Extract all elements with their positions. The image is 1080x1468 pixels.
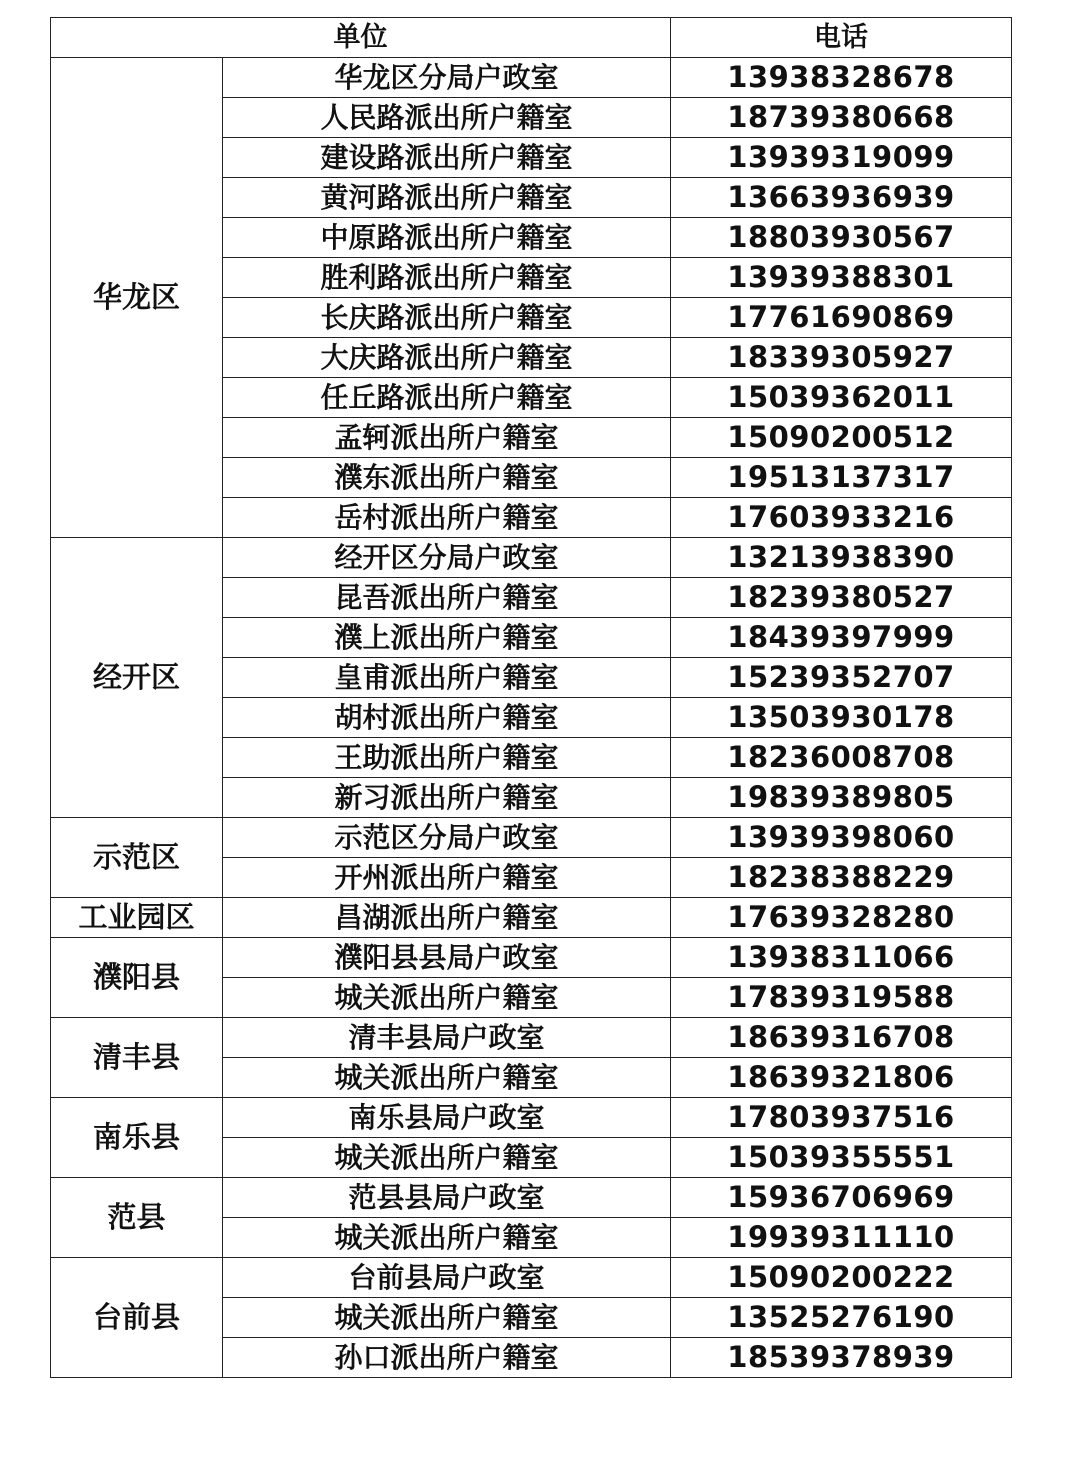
- unit-name: 濮上派出所户籍室: [334, 620, 559, 654]
- unit-cell: [223, 1178, 671, 1218]
- contact-table: [50, 17, 1012, 1378]
- unit-cell: [223, 578, 671, 618]
- phone-cell: [671, 1178, 1012, 1218]
- unit-name: 昌湖派出所户籍室: [334, 900, 559, 934]
- phone-number: 13213938390: [727, 540, 955, 574]
- phone-number: 17603933216: [727, 500, 955, 534]
- phone-cell: [671, 658, 1012, 698]
- unit-name: 王助派出所户籍室: [334, 740, 559, 774]
- phone-cell: [671, 738, 1012, 778]
- unit-cell: [223, 1138, 671, 1178]
- district-name: 华龙区: [92, 280, 180, 314]
- phone-cell: [671, 1138, 1012, 1178]
- unit-cell: [223, 898, 671, 938]
- phone-number: 13663936939: [727, 180, 955, 214]
- unit-name: 昆吾派出所户籍室: [334, 580, 559, 614]
- phone-cell: [671, 578, 1012, 618]
- unit-column-header: [51, 18, 671, 58]
- unit-name: 濮东派出所户籍室: [334, 460, 559, 494]
- unit-name: 开州派出所户籍室: [334, 860, 559, 894]
- phone-cell: [671, 818, 1012, 858]
- phone-number: 15239352707: [727, 660, 955, 694]
- unit-name: 大庆路派出所户籍室: [320, 340, 573, 374]
- table-row: [51, 1098, 1012, 1138]
- unit-cell: [223, 1098, 671, 1138]
- phone-number: 18339305927: [727, 340, 955, 374]
- unit-name: 城关派出所户籍室: [334, 1300, 559, 1334]
- table-row: [51, 1178, 1012, 1218]
- phone-number: 18539378939: [727, 1340, 955, 1374]
- phone-number: 15090200512: [727, 420, 955, 454]
- phone-cell: [671, 298, 1012, 338]
- phone-number: 15936706969: [727, 1180, 955, 1214]
- district-cell: [51, 938, 223, 1018]
- unit-name: 台前县局户政室: [348, 1260, 545, 1294]
- unit-cell: [223, 298, 671, 338]
- unit-cell: [223, 858, 671, 898]
- unit-cell: [223, 1338, 671, 1378]
- table-row: [51, 818, 1012, 858]
- phone-number: 19939311110: [727, 1220, 955, 1254]
- unit-name: 皇甫派出所户籍室: [334, 660, 559, 694]
- unit-name: 清丰县局户政室: [348, 1020, 545, 1054]
- phone-cell: [671, 98, 1012, 138]
- phone-number: 13939398060: [727, 820, 955, 854]
- phone-column-header: [671, 18, 1012, 58]
- unit-name: 长庆路派出所户籍室: [320, 300, 573, 334]
- phone-number: 18803930567: [727, 220, 955, 254]
- unit-cell: [223, 1218, 671, 1258]
- unit-header-label: 单位: [333, 22, 388, 53]
- phone-cell: [671, 538, 1012, 578]
- phone-number: 17803937516: [727, 1100, 955, 1134]
- unit-name: 南乐县局户政室: [348, 1100, 545, 1134]
- phone-cell: [671, 1338, 1012, 1378]
- phone-cell: [671, 178, 1012, 218]
- unit-cell: [223, 1018, 671, 1058]
- unit-cell: [223, 698, 671, 738]
- unit-cell: [223, 938, 671, 978]
- phone-cell: [671, 258, 1012, 298]
- district-name: 经开区: [92, 660, 180, 694]
- phone-cell: [671, 378, 1012, 418]
- phone-cell: [671, 618, 1012, 658]
- phone-cell: [671, 498, 1012, 538]
- district-cell: [51, 1098, 223, 1178]
- unit-name: 华龙区分局户政室: [334, 60, 559, 94]
- table-row: [51, 1018, 1012, 1058]
- phone-number: 13525276190: [727, 1300, 955, 1334]
- district-cell: [51, 898, 223, 938]
- table-row: [51, 58, 1012, 98]
- unit-name: 濮阳县县局户政室: [334, 940, 559, 974]
- district-cell: [51, 538, 223, 818]
- phone-number: 18238388229: [727, 860, 955, 894]
- phone-cell: [671, 778, 1012, 818]
- table-row: [51, 538, 1012, 578]
- phone-cell: [671, 338, 1012, 378]
- phone-number: 18639316708: [727, 1020, 955, 1054]
- phone-cell: [671, 898, 1012, 938]
- table-header: [51, 18, 1012, 58]
- district-name: 南乐县: [92, 1120, 180, 1154]
- unit-cell: [223, 1298, 671, 1338]
- unit-name: 城关派出所户籍室: [334, 1220, 559, 1254]
- district-cell: [51, 1178, 223, 1258]
- phone-number: 13938311066: [727, 940, 955, 974]
- phone-cell: [671, 1058, 1012, 1098]
- unit-cell: [223, 618, 671, 658]
- unit-name: 人民路派出所户籍室: [320, 100, 573, 134]
- phone-number: 18236008708: [727, 740, 955, 774]
- unit-name: 经开区分局户政室: [334, 540, 559, 574]
- phone-number: 19513137317: [727, 460, 955, 494]
- header-row: [51, 18, 1012, 58]
- phone-cell: [671, 138, 1012, 178]
- phone-number: 13938328678: [727, 60, 955, 94]
- unit-cell: [223, 498, 671, 538]
- phone-number: 13939319099: [727, 140, 955, 174]
- unit-cell: [223, 658, 671, 698]
- district-name: 清丰县: [92, 1040, 180, 1074]
- unit-cell: [223, 58, 671, 98]
- district-cell: [51, 58, 223, 538]
- phone-cell: [671, 938, 1012, 978]
- unit-name: 孟轲派出所户籍室: [334, 420, 559, 454]
- phone-cell: [671, 218, 1012, 258]
- district-cell: [51, 1018, 223, 1098]
- phone-number: 18739380668: [727, 100, 955, 134]
- unit-cell: [223, 178, 671, 218]
- unit-name: 任丘路派出所户籍室: [320, 380, 573, 414]
- unit-cell: [223, 418, 671, 458]
- unit-name: 黄河路派出所户籍室: [320, 180, 573, 214]
- district-name: 工业园区: [78, 900, 195, 934]
- phone-cell: [671, 1298, 1012, 1338]
- unit-name: 城关派出所户籍室: [334, 1060, 559, 1094]
- phone-number: 13939388301: [727, 260, 955, 294]
- phone-number: 15039362011: [727, 380, 955, 414]
- phone-number: 18639321806: [727, 1060, 955, 1094]
- district-cell: [51, 818, 223, 898]
- unit-cell: [223, 818, 671, 858]
- phone-number: 15090200222: [727, 1260, 955, 1294]
- unit-name: 新习派出所户籍室: [334, 780, 559, 814]
- phone-cell: [671, 58, 1012, 98]
- phone-cell: [671, 1258, 1012, 1298]
- phone-cell: [671, 418, 1012, 458]
- phone-number: 17839319588: [727, 980, 955, 1014]
- unit-name: 建设路派出所户籍室: [320, 140, 573, 174]
- district-name: 示范区: [92, 840, 180, 874]
- phone-cell: [671, 458, 1012, 498]
- phone-cell: [671, 1098, 1012, 1138]
- table-body: [51, 58, 1012, 1378]
- phone-number: 17639328280: [727, 900, 955, 934]
- unit-name: 岳村派出所户籍室: [334, 500, 559, 534]
- phone-number: 18239380527: [727, 580, 955, 614]
- district-cell: [51, 1258, 223, 1378]
- unit-cell: [223, 738, 671, 778]
- unit-cell: [223, 258, 671, 298]
- phone-cell: [671, 698, 1012, 738]
- table-row: [51, 938, 1012, 978]
- unit-name: 胡村派出所户籍室: [334, 700, 559, 734]
- unit-cell: [223, 338, 671, 378]
- unit-cell: [223, 538, 671, 578]
- unit-cell: [223, 218, 671, 258]
- phone-cell: [671, 858, 1012, 898]
- phone-cell: [671, 1218, 1012, 1258]
- unit-name: 城关派出所户籍室: [334, 1140, 559, 1174]
- unit-name: 中原路派出所户籍室: [320, 220, 573, 254]
- phone-number: 13503930178: [727, 700, 955, 734]
- unit-name: 范县县局户政室: [348, 1180, 545, 1214]
- phone-header-label: 电话: [814, 22, 868, 53]
- unit-name: 示范区分局户政室: [334, 820, 559, 854]
- phone-cell: [671, 1018, 1012, 1058]
- unit-cell: [223, 978, 671, 1018]
- unit-cell: [223, 378, 671, 418]
- phone-number: 15039355551: [727, 1140, 955, 1174]
- unit-name: 胜利路派出所户籍室: [320, 260, 573, 294]
- unit-cell: [223, 1258, 671, 1298]
- phone-number: 17761690869: [727, 300, 955, 334]
- district-name: 范县: [107, 1200, 166, 1234]
- table-row: [51, 1258, 1012, 1298]
- unit-name: 孙口派出所户籍室: [334, 1340, 559, 1374]
- district-name: 台前县: [92, 1300, 180, 1334]
- unit-cell: [223, 458, 671, 498]
- table-row: [51, 898, 1012, 938]
- phone-cell: [671, 978, 1012, 1018]
- district-name: 濮阳县: [92, 960, 180, 994]
- unit-name: 城关派出所户籍室: [334, 980, 559, 1014]
- phone-number: 19839389805: [727, 780, 955, 814]
- unit-cell: [223, 138, 671, 178]
- unit-cell: [223, 98, 671, 138]
- unit-cell: [223, 778, 671, 818]
- phone-number: 18439397999: [727, 620, 955, 654]
- unit-cell: [223, 1058, 671, 1098]
